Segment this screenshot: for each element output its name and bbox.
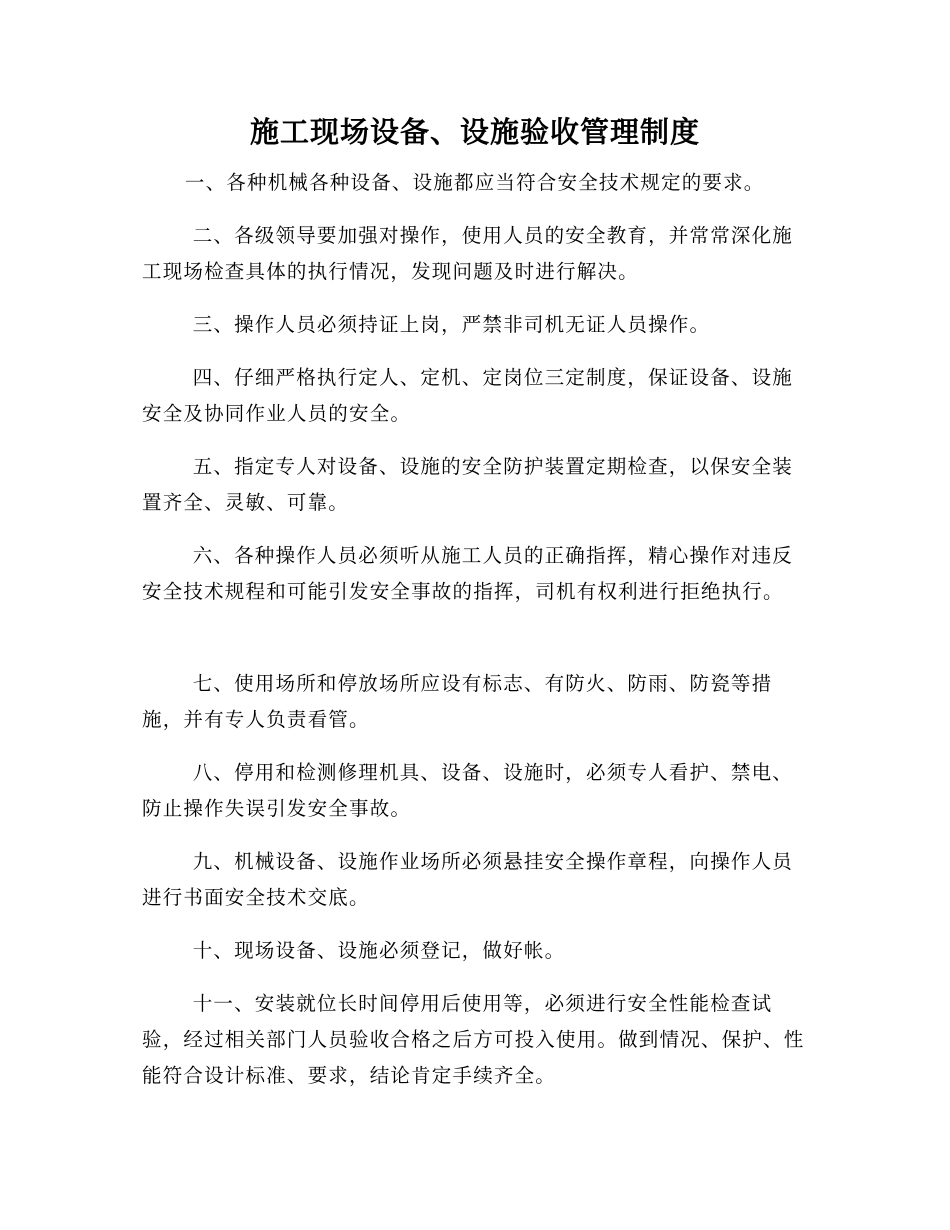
document-title: 施工现场设备、设施验收管理制度 xyxy=(249,115,700,149)
paragraph-2: 二、各级领导要加强对操作，使用人员的安全教育，并常常深化施工现场检查具体的执行情况，发现问题及时进行解决。 xyxy=(142,224,793,283)
paragraph-5: 五、指定专人对设备、设施的安全防护装置定期检查，以保安全装置齐全、灵敏、可靠。 xyxy=(142,455,793,514)
paragraph-10: 十、现场设备、设施必须登记，做好帐。 xyxy=(192,939,566,962)
paragraph-8: 八、停用和检测修理机具、设备、设施时，必须专人看护、禁电、防止操作失误引发安全事故。 xyxy=(142,761,793,820)
paragraph-3: 三、操作人员必须持证上岗，严禁非司机无证人员操作。 xyxy=(192,313,711,336)
paragraph-11: 十一、安装就位长时间停用后使用等，必须进行安全性能检查试验，经过相关部门人员验收合格之后方可投入使用。做到情况、保护、性能符合设计标准、要求，结论肯定手续齐全。 xyxy=(142,992,805,1087)
paragraph-4: 四、仔细严格执行定人、定机、定岗位三定制度，保证设备、设施安全及协同作业人员的安全。 xyxy=(142,366,793,425)
paragraph-6: 六、各种操作人员必须听从施工人员的正确指挥，精心操作对违反安全技术规程和可能引发安全事故的指挥，司机有权利进行拒绝执行。 xyxy=(142,544,793,603)
paragraph-9: 九、机械设备、设施作业场所必须悬挂安全操作章程，向操作人员进行书面安全技术交底。 xyxy=(142,850,793,909)
paragraph-1: 一、各种机械各种设备、设施都应当符合安全技术规定的要求。 xyxy=(184,171,765,194)
paragraph-7: 七、使用场所和停放场所应设有标志、有防火、防雨、防瓷等措施，并有专人负责看管。 xyxy=(142,672,773,731)
